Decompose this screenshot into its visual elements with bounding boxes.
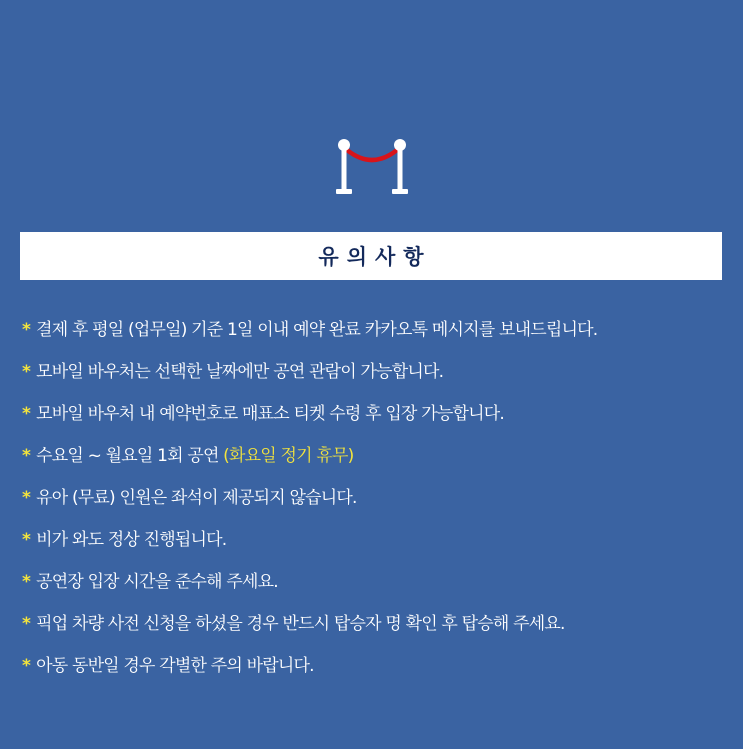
notice-text: 모바일 바우처는 선택한 날짜에만 공연 관람이 가능합니다. bbox=[36, 362, 444, 382]
notice-text: 모바일 바우처 내 예약번호로 매표소 티켓 수령 후 입장 가능합니다. bbox=[36, 404, 504, 424]
notice-item bbox=[22, 393, 597, 435]
bullet-asterisk: * bbox=[22, 362, 31, 382]
notice-item bbox=[22, 435, 597, 477]
notice-item bbox=[22, 645, 597, 687]
bullet-asterisk: * bbox=[22, 446, 31, 466]
notice-item bbox=[22, 603, 597, 645]
bullet-asterisk: * bbox=[22, 572, 31, 592]
notice-text: 결제 후 평일 (업무일) 기준 1일 이내 예약 완료 카카오톡 메시지를 보내드립니다. bbox=[36, 320, 598, 340]
bullet-asterisk: * bbox=[22, 530, 31, 550]
notice-text: 공연장 입장 시간을 준수해 주세요. bbox=[36, 572, 278, 592]
bullet-asterisk: * bbox=[22, 656, 31, 676]
notice-item bbox=[22, 561, 597, 603]
page-title: 유의사항 bbox=[318, 245, 432, 269]
title-bar bbox=[20, 232, 722, 280]
bullet-asterisk: * bbox=[22, 614, 31, 634]
notice-item bbox=[22, 351, 597, 393]
bullet-asterisk: * bbox=[22, 320, 31, 340]
notice-highlight: (화요일 정기 휴무) bbox=[223, 446, 354, 466]
notice-text: 비가 와도 정상 진행됩니다. bbox=[36, 530, 227, 550]
notice-list bbox=[22, 309, 597, 687]
notice-text: 유아 (무료) 인원은 좌석이 제공되지 않습니다. bbox=[36, 488, 357, 508]
notice-item bbox=[22, 477, 597, 519]
bullet-asterisk: * bbox=[22, 404, 31, 424]
notice-text: 픽업 차량 사전 신청을 하셨을 경우 반드시 탑승자 명 확인 후 탑승해 주세요. bbox=[36, 614, 565, 634]
bullet-asterisk: * bbox=[22, 488, 31, 508]
notice-item bbox=[22, 309, 597, 351]
notice-item bbox=[22, 519, 597, 561]
notice-text: 수요일 ~ 월요일 1회 공연 bbox=[36, 446, 224, 466]
notice-text: 아동 동반일 경우 각별한 주의 바랍니다. bbox=[36, 656, 314, 676]
stanchion-rope-icon bbox=[333, 134, 411, 200]
